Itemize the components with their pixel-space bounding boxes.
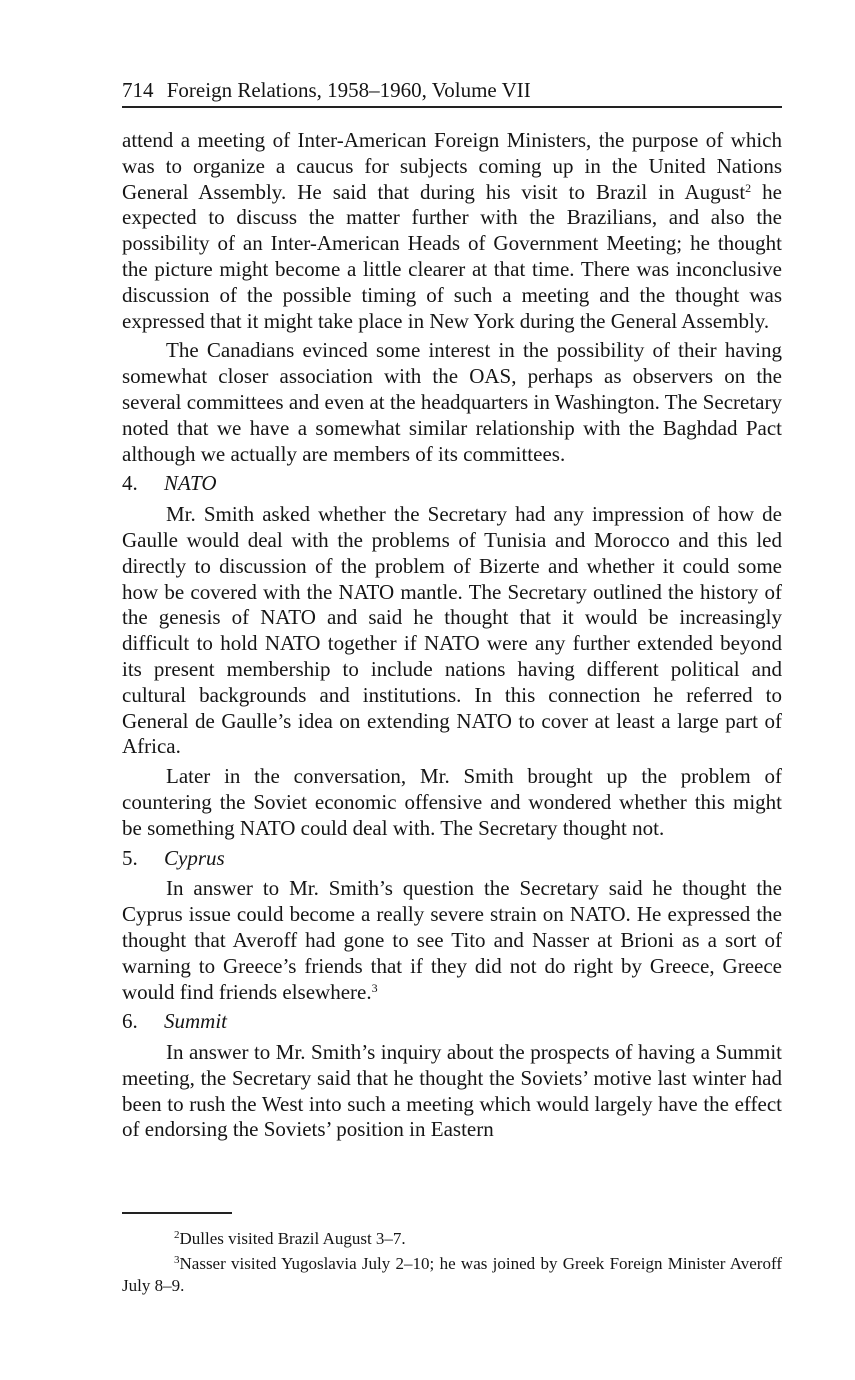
volume-title: Foreign Relations, 1958–1960, Volume VII — [166, 78, 531, 102]
paragraph-1-part-a: attend a meeting of Inter-American Foreign Ministers, the purpose of which was to organize a caucus for subjects coming up in the United Nations General Assembly. He said that during his visit to Brazil in August — [122, 128, 782, 204]
paragraph-5 — [122, 876, 782, 1005]
paragraph-2: The Canadians evinced some interest in the possibility of their having somewhat closer association with the OAS, perhaps as observers on the several committees and even at the headquarters in Washington. The Secretary noted that we have a somewhat similar relationship with the Baghdad Pact although we actually are members of its committees. — [122, 338, 782, 466]
section-number: 5. — [122, 845, 138, 870]
paragraph-1 — [122, 128, 782, 334]
paragraph-6: In answer to Mr. Smith’s inquiry about the prospects of having a Summit meeting, the Secretary said that he thought the Soviets’ motive last winter had been to rush the West into such a meeting which would largely have the effect of endorsing the Soviets’ position in Eastern — [122, 1040, 782, 1142]
footnote-divider — [122, 1212, 232, 1214]
body-text — [122, 128, 782, 1147]
footnote-2 — [122, 1228, 782, 1250]
section-title: Summit — [164, 1009, 227, 1034]
section-heading-summit — [122, 1009, 782, 1035]
section-number: 4. — [122, 471, 138, 496]
section-title: Cyprus — [164, 845, 225, 870]
paragraph-1-part-b: he expected to discuss the matter further with the Brazilians, and also the possibility of an Inter-American Heads of Government Meeting; he thought the picture might become a little clearer at that time. There was inconclusive discussion of the possible timing of such a meeting and the thought was expressed that it might take place in New York during the General Assembly. — [122, 179, 782, 333]
section-title: NATO — [164, 471, 217, 496]
footnote-ref-2: 2 — [745, 180, 752, 195]
section-number: 6. — [122, 1009, 138, 1034]
footnote-text: Dulles visited Brazil August 3–7. — [179, 1229, 406, 1248]
paragraph-5-text: In answer to Mr. Smith’s question the Secretary said he thought the Cyprus issue could become a really severe strain on NATO. He expressed the thought that Averoff had gone to see Tito and Nasser at Brioni as a sort of warning to Greece’s friends that if they did not do right by Greece, Greece would find friends elsewhere. — [122, 876, 782, 1004]
paragraph-3: Mr. Smith asked whether the Secretary had any impression of how de Gaulle would deal with the problems of Tunisia and Morocco and this led directly to discussion of the problem of Bizerte and whether it could some how be covered with the NATO mantle. The Secretary outlined the history of the genesis of NATO and said he thought that it would be increasingly difficult to hold NATO together if NATO were any further extended beyond its present membership to include nations having different political and cultural backgrounds and institutions. In this connection he referred to General de Gaulle’s idea on extending NATO to cover at least a large part of Africa. — [122, 502, 782, 759]
footnote-mark: 2 — [174, 1229, 180, 1241]
footnote-mark: 3 — [174, 1254, 180, 1266]
footnote-text: Nasser visited Yugoslavia July 2–10; he was joined by Greek Foreign Minister Averoff July 8–9. — [122, 1254, 782, 1295]
paragraph-4: Later in the conversation, Mr. Smith brought up the problem of countering the Soviet economic offensive and wondered whether this might be something NATO could deal with. The Secretary thought not. — [122, 764, 782, 840]
section-heading-cyprus — [122, 846, 782, 872]
running-header — [122, 76, 782, 108]
section-heading-nato — [122, 471, 782, 497]
footnote-3 — [122, 1253, 782, 1297]
footnotes — [122, 1228, 782, 1300]
page-number: 714 — [122, 78, 154, 102]
footnote-ref-3: 3 — [371, 980, 378, 995]
